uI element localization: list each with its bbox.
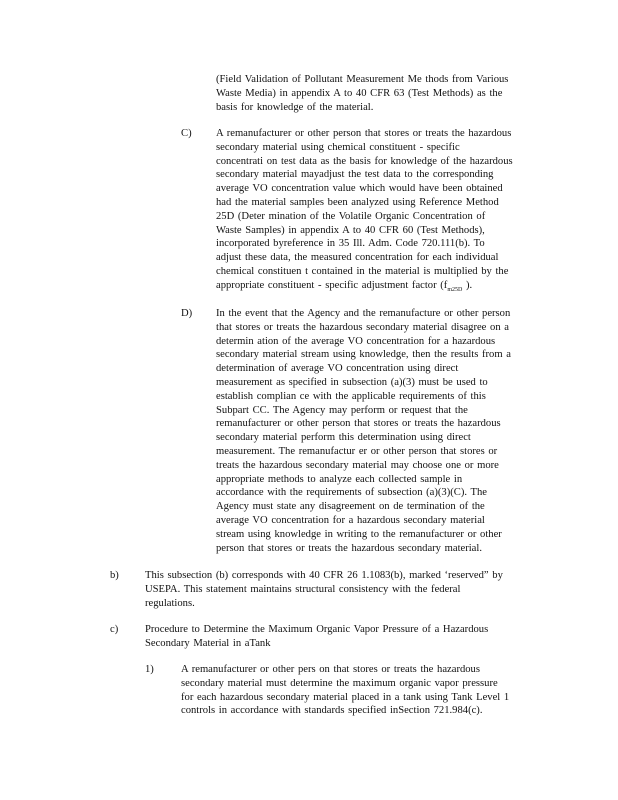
text-line: Waste Samples) in appendix A to 40 CFR 60 (Test Methods), — [216, 224, 485, 236]
text-line: appropriate methods to analyze each collected sample in — [216, 473, 463, 485]
item-d-upper-label: D) — [181, 308, 193, 319]
text-line: determination of average VO concentration using direct — [216, 363, 459, 375]
text-line: Agency must state any disagreement on de termination of the — [216, 501, 485, 513]
text-line: average VO concentration for a hazardous secondary material — [216, 514, 485, 526]
item-b-label: b) — [110, 570, 119, 581]
text-line: USEPA. This statement maintains structural consistency with the federal — [145, 583, 461, 595]
text-line: 25D (Deter mination of the Volatile Organic Concentration of — [216, 210, 486, 222]
text-line: A remanufacturer or other person that stores or treats the hazardous — [216, 128, 512, 139]
text-line: (Field Validation of Pollutant Measurement Me thods from Various — [216, 74, 509, 85]
item-c-heading — [145, 623, 539, 651]
text-line: secondary material mayadjust the test data to the corresponding — [216, 169, 494, 181]
text-line: secondary material using chemical constituent - specific — [216, 141, 460, 153]
text-line: determin ation of the average VO concentration for a hazardous — [216, 335, 496, 347]
text-line: person that stores or treats the hazardous secondary material. — [216, 542, 482, 554]
adjustment-factor-text: appropriate constituent - specific adjustment factor (f — [216, 279, 448, 291]
text-line: chemical constituen t contained in the material is multiplied by the — [216, 265, 509, 277]
continuation-paragraph — [216, 73, 536, 114]
text-line: Waste Media) in appendix A to 40 CFR 63 (Test Methods) as the — [216, 87, 503, 99]
closing-paren: ). — [465, 279, 473, 291]
item-c-upper-label: C) — [181, 128, 192, 139]
item-1-paragraph — [181, 663, 543, 718]
text-line: Procedure to Determine the Maximum Organic Vapor Pressure of a Hazardous — [145, 624, 489, 635]
text-line: In the event that the Agency and the remanufacture or other person — [216, 308, 511, 319]
item-b-paragraph — [145, 569, 539, 610]
text-line: adjust these data, the measured concentration for each individual — [216, 252, 499, 264]
text-line: Subpart CC. The Agency may perform or request that the — [216, 404, 468, 416]
item-d-upper-paragraph — [216, 307, 544, 555]
factor-subscript: m25D — [447, 286, 463, 293]
item-1-label: 1) — [145, 664, 154, 675]
text-line: for each hazardous secondary material placed in a tank using Tank Level 1 — [181, 691, 510, 703]
text-line: secondary material stream using knowledge, then the results from a — [216, 349, 511, 361]
text-line: Secondary Material in aTank — [145, 637, 271, 649]
text-line: establish complian ce with the applicable requirements of this — [216, 390, 486, 402]
text-line: basis for knowledge of the material. — [216, 101, 374, 113]
text-line: treats the hazardous secondary material may choose one or more — [216, 459, 499, 471]
text-line: measurement as specified in subsection (a)(3) must be used to — [216, 376, 488, 388]
text-line: accordance with the requirements of subsection (a)(3)(C). The — [216, 487, 487, 499]
text-line: A remanufacturer or other pers on that stores or treats the hazardous — [181, 664, 480, 675]
text-line-with-subscript — [216, 279, 536, 293]
text-line: regulations. — [145, 597, 195, 609]
text-line: average VO concentration value which would have been obtained — [216, 183, 503, 195]
text-line: controls in accordance with standards specified inSection 721.984(c). — [181, 705, 483, 717]
text-line: concentrati on test data as the basis for knowledge of the hazardous — [216, 155, 513, 167]
text-line: had the material samples been analyzed using Reference Method — [216, 196, 499, 208]
text-line: secondary material must determine the maximum organic vapor pressure — [181, 677, 498, 689]
text-line: secondary material perform this determination using direct — [216, 432, 471, 444]
text-line: measurement. The remanufactur er or other person that stores or — [216, 445, 498, 457]
text-line: remanufacturer or other person that stores or treats the hazardous — [216, 418, 501, 430]
text-line: that stores or treats the hazardous secondary material disagree on a — [216, 321, 509, 333]
item-c-upper-paragraph — [216, 127, 536, 293]
text-line: stream using knowledge in writing to the remanufacturer or other — [216, 528, 502, 540]
text-line: This subsection (b) corresponds with 40 CFR 26 1.1083(b), marked ‘reserved” by — [145, 570, 503, 581]
text-line: incorporated byreference in 35 Ill. Adm. Code 720.111(b). To — [216, 238, 485, 250]
item-c-label: c) — [110, 624, 119, 635]
